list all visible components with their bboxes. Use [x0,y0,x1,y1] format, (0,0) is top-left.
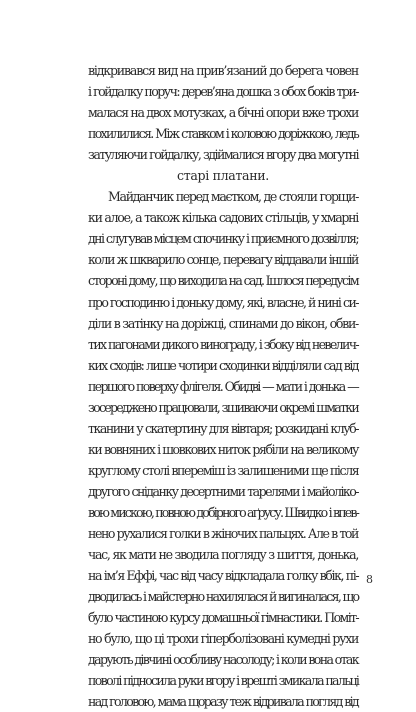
text-line: було частиною курсу домашньої гімнастики. Поміт- [88,610,358,626]
body-text [88,60,358,712]
text-line: но було, що ці трохи гіперболізовані кумедні рухи [88,631,358,647]
text-line: похилилися. Між ставком і коловою доріжкою, ледь [88,126,358,142]
text-line: діли в затінку на доріжці, спинами до вікон, обви- [88,315,358,331]
text-line: про господиню і доньку дому, які, власне, й нині си- [88,294,358,310]
text-line: другого сніданку десертними тарелями і майоліко- [88,483,358,499]
text-line: тканини у скатертину для вівтаря; розкидані клуб- [88,420,358,436]
text-line: і гойдалку поруч: дерев’яна дошка з обох боків три- [88,84,358,100]
text-line: зосереджено працювали, зшиваючи окремі шматки [88,399,358,415]
text-line: дводилась і майстерно нахилялася й вигиналася, що [88,589,359,605]
text-line: малася на двох мотузках, а бічні опори вже трохи [88,105,358,121]
page-number: 8 [366,573,373,586]
text-line: дарують дівчині особливу насолоду; і коли вона отак [88,652,359,668]
text-line: відкривався вид на прив’язаний до берега човен [88,63,359,78]
text-line: Майданчик перед маєтком, де стояли горщи- [108,189,358,205]
text-line: тих пагонами дикого винограду, і збоку від невелич- [88,336,358,352]
text-line: стороні дому, що виходила на сад. Ішлося передусім [88,273,358,289]
text-line: ких сходів: лише чотири сходинки відділяли сад від [88,357,358,373]
text-line: ки алое, а також кілька садових стільців, у хмарні [88,210,358,226]
text-line: над головою, мама щоразу теж відривала погляд від [88,694,358,710]
text-line: ки вовняних і шовкових ниток рябіли на великому [88,441,358,457]
text-line: вою мискою, повною добірного аґрусу. Швидко і впев- [88,504,358,520]
text-line: час, як мати не зводила погляду з шиття, донька, [88,547,358,563]
text-line: затуляючи гойдалку, здіймалися вгору два могутні [88,147,358,163]
text-line: поволі підносила руки вгору і врешті змикала пальці [88,673,359,689]
text-line: старі платани. [177,168,269,184]
text-line: дні слугував місцем спочинку і приємного дозвілля; [88,231,358,247]
text-line: першого поверху флігеля. Обидві — мати і донька — [88,378,358,394]
text-line: нено рухалися голки в жіночих пальцях. Але в той [88,526,358,542]
text-line: круглому столі впереміш із залишеними ще після [88,462,359,478]
text-line: коли ж шкварило сонце, перевагу віддавали іншій [88,252,358,268]
text-line: на ім’я Еффі, час від часу відкладала голку вбік, пі- [88,568,359,584]
